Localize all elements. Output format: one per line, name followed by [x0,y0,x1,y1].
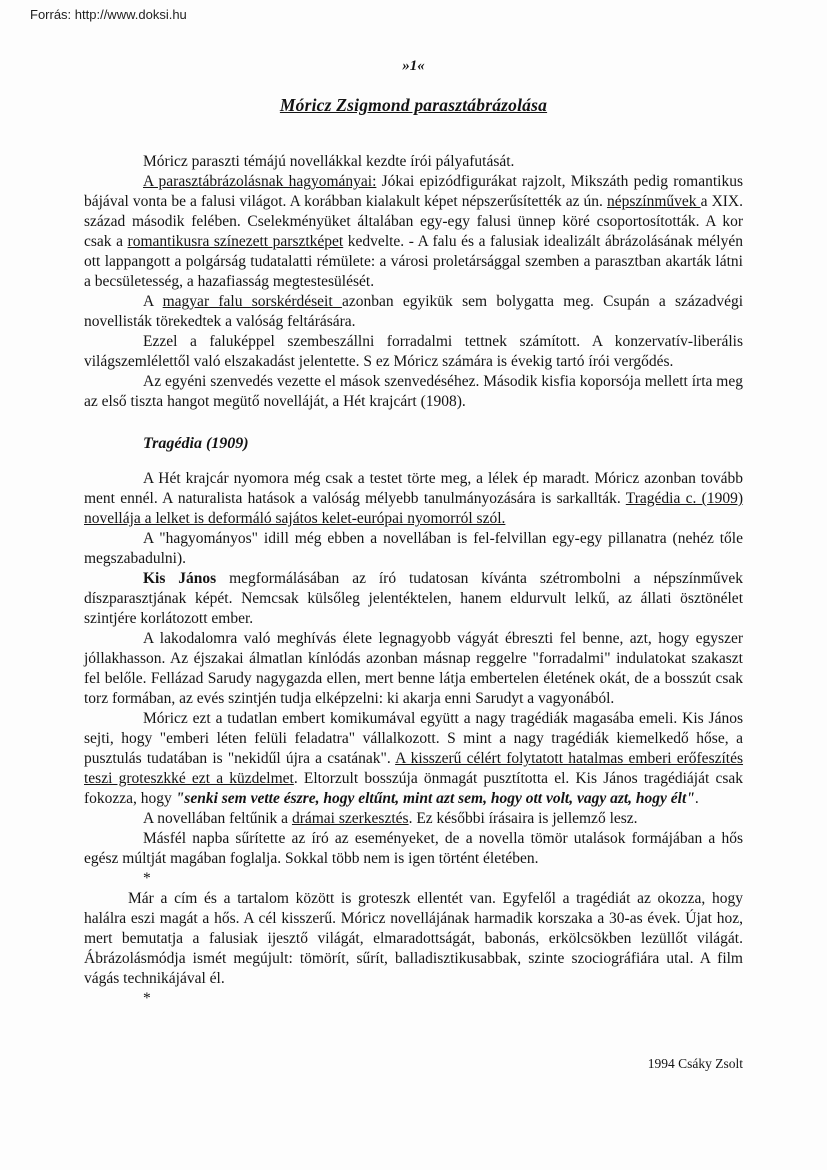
document-title: Móricz Zsigmond parasztábrázolása [279,95,548,115]
paragraph [84,809,743,829]
text-segment: Már a cím és a tartalom között is groteszk ellentét van. Egyfelől a tragédiát az okozza, hogy halálra eszi magát a hős. A cél kisszerű. Móricz novellájának harmadik korszaka a 30-as évek. Újat hoz, mert bemutatja a falusiak ijesztő világát, elmaradottságát, babonás, erkölcsökben lezüllőt világát. Ábrázolásmódja ismét megújult: tömörít, sűrít, balladisztikusabbak, szinte szociográfiára utal. A film vágás technikájával él. [84,890,743,987]
text-segment: azonban egyikük sem bolygatta meg. Csupán a századvégi novellisták törekedtek a valóság feltárására. [84,293,744,330]
text-segment: A kisszerű célért folytatott hatalmas emberi erőfeszítés teszi groteszkké ezt a küzdelmet [84,750,744,787]
paragraph [84,629,743,709]
paragraph [84,569,743,629]
paragraph [84,372,743,412]
text-segment: . Eltorzult bosszúja önmagát pusztította el. Kis János tragédiáját csak fokozza, hogy [84,770,743,807]
text-segment: Jókai epizódfigurákat rajzolt, Mikszáth pedig romantikus bájával vonta be a falusi világot. A korábban kialakult képet népszerűsítették az ún. [84,173,743,210]
section-heading: Tragédia (1909) [143,435,249,452]
text-segment: kedvelte. - A falu és a falusiak idealizált ábrázolásának mélyén ott lappangott a polgárság tudatalatti rémülete: a városi proletársággal szemben a parasztban akarták látni a becsületesség, a hazafiasság megtestesülését. [84,233,743,290]
text-segment: Tragédia c. (1909) novellája a lelket is deformáló sajátos kelet-európai nyomorról szól. [84,490,744,527]
separator-star: * [143,990,151,1007]
text-segment: "senki sem vette észre, hogy eltűnt, mint azt sem, hogy ott volt, vagy azt, hogy élt" [175,790,695,807]
text-segment: megformálásában az író tudatosan kívánta szétrombolni a népszínművek díszparasztjának képét. Nemcsak külsőleg jelentéktelen, hanem eldurvult lelkű, az állati ösztönélet szintjére korlátozott ember. [84,570,743,627]
text-segment: drámai szerkesztés [291,810,409,827]
paragraph [84,529,743,569]
text-segment: magyar falu sorskérdéseit [162,293,342,310]
text-segment: A Hét krajcár nyomora még csak a testet törte meg, a lélek ép maradt. Móricz azonban tovább ment ennél. A naturalista hatások a valóság mélyebb tanulmányozására is sarkallták. [84,470,743,507]
paragraph [84,332,743,372]
text-segment: romantikusra színezett parsztképet [127,233,344,250]
text-segment: Ezzel a faluképpel szembeszállni forradalmi tettnek számított. A konzervatív-liberális világszemlélettől való elszakadást jelentette. S ez Móricz számára is évekig tartó írói vergődés. [84,333,743,370]
text-segment: a XIX. század második felében. Cselekményüket általában egy-egy falusi ünnep köré csoportosították. A kor csak a [84,193,743,250]
text-segment: Móricz ezt a tudatlan embert komikumával együtt a nagy tragédiák magasába emeli. Kis János sejti, hogy "emberi léten felüli feladatra" vállalkozott. S mint a nagy tragédiák kiemelkedő hőse, a pusztulás tudatában is "nekidűl újra a csatának". [84,710,743,767]
text-segment: A [143,293,163,310]
text-segment: A parasztábrázolásnak hagyományai: [143,173,377,190]
text-segment: Másfél napba sűrítette az író az eseményeket, de a novella tömör utalások formájában a hős egész múltját magában foglalja. Sokkal több nem is igen történt életében. [84,830,743,867]
source-header: Forrás: http://www.doksi.hu [30,7,187,22]
page-number: »1« [402,58,425,74]
text-segment: Móricz paraszti témájú novellákkal kezdte írói pályafutását. [143,153,515,170]
text-segment: Kis János [143,570,217,587]
separator-star: * [143,870,151,887]
document-body [84,152,743,1009]
paragraph [84,889,743,989]
text-segment: A novellában feltűnik a [143,810,292,827]
text-segment: A "hagyományos" idill még ebben a novellában is fel-felvillan egy-egy pillanatra (nehéz tőle megszabadulni). [84,530,743,567]
paragraph [84,172,743,292]
footer-credit: 1994 Csáky Zsolt [647,1056,743,1071]
text-segment: Az egyéni szenvedés vezette el mások szenvedéséhez. Második kisfia koporsója mellett írta meg az első tiszta hangot megütő novelláját, a Hét krajcárt (1908). [84,373,743,410]
paragraph [84,469,743,529]
paragraph [84,709,743,809]
text-segment: . Ez későbbi írásaira is jellemző lesz. [408,810,638,827]
text-segment: A lakodalomra való meghívás élete legnagyobb vágyát ébreszti fel benne, azt, hogy egyszer jóllakhasson. Az éjszakai álmatlan kínlódás azonban másnap reggelre "forradalmi" indulatokat szakaszt fel belőle. Fellázad Sarudy nagygazda ellen, mert benne látja embertelen életének okát, de a bosszút csak torz formában, az evés szintjén tudja elképzelni: ki akarja enni Sarudyt a vagyonából. [84,630,743,707]
text-segment: . [694,790,699,807]
paragraph [84,292,743,332]
paragraph [84,152,743,172]
paragraph [84,829,743,869]
text-segment: népszínművek [606,193,701,210]
